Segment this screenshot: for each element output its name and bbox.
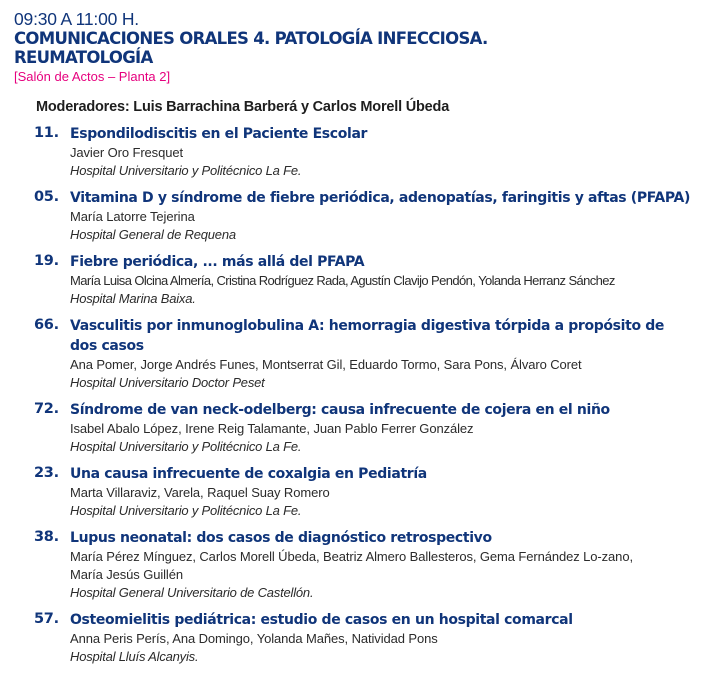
item-authors: Ana Pomer, Jorge Andrés Funes, Montserrat Gil, Eduardo Tormo, Sara Pons, Álvaro Coret [70,357,582,372]
item-title: Lupus neonatal: dos casos de diagnóstico retrospectivo [70,530,492,546]
item-authors: María Luisa Olcina Almería, Cristina Rodríguez Rada, Agustín Clavijo Pendón, Yolanda Herranz Sánchez [70,273,615,288]
session-time: 09:30 A 11:00 H. [14,9,139,29]
item-hospital: Hospital Universitario y Politécnico La Fe. [70,163,302,178]
item-authors: Marta Villaraviz, Varela, Raquel Suay Romero [70,485,330,500]
item-number: 57. [34,611,59,627]
item-hospital: Hospital Universitario Doctor Peset [70,375,265,390]
item-number: 19. [34,253,59,269]
session-moderators: Moderadores: Luis Barrachina Barberá y Carlos Morell Úbeda [36,99,450,115]
item-hospital: Hospital Universitario y Politécnico La Fe. [70,503,302,518]
item-title: Fiebre periódica, ... más allá del PFAPA [70,254,365,270]
item-title: Vitamina D y síndrome de fiebre periódica, adenopatías, faringitis y aftas (PFAPA) [70,190,691,206]
item-authors: María Latorre Tejerina [70,209,195,224]
list-item [34,124,694,180]
item-hospital: Hospital Marina Baixa. [70,291,196,306]
item-authors: María Pérez Mínguez, Carlos Morell Úbeda, Beatriz Almero Ballesteros, Gema Fernández Lo-zano, María Jesús Guillén [70,549,633,582]
list-item [34,610,694,666]
item-hospital: Hospital Lluís Alcanyis. [70,649,199,664]
item-number: 38. [34,529,59,545]
item-number: 66. [34,317,59,333]
item-authors: Isabel Abalo López, Irene Reig Talamante, Juan Pablo Ferrer González [70,421,474,436]
list-item [34,188,694,244]
list-item [34,316,694,392]
item-number: 72. [34,401,59,417]
item-number: 05. [34,189,59,205]
item-authors: Javier Oro Fresquet [70,145,183,160]
item-title: Osteomielitis pediátrica: estudio de casos en un hospital comarcal [70,612,573,628]
item-title: Síndrome de van neck-odelberg: causa infrecuente de cojera en el niño [70,402,610,418]
session-room: [Salón de Actos – Planta 2] [14,69,171,84]
communications-list [34,124,694,666]
item-title: Una causa infrecuente de coxalgia en Pediatría [70,466,427,482]
item-hospital: Hospital General Universitario de Castellón. [70,585,314,600]
item-title: Espondilodiscitis en el Paciente Escolar [70,126,368,142]
item-hospital: Hospital General de Requena [70,227,236,242]
item-title: Vasculitis por inmunoglobulina A: hemorragia digestiva tórpida a propósito de dos casos [70,318,665,354]
list-item [34,464,694,520]
list-item [34,400,694,456]
list-item [34,528,694,602]
item-authors: Anna Peris Perís, Ana Domingo, Yolanda Mañes, Natividad Pons [70,631,438,646]
item-number: 11. [34,125,59,141]
item-number: 23. [34,465,59,481]
list-item [34,252,694,308]
session-title: COMUNICACIONES ORALES 4. PATOLOGÍA INFECCIOSA. REUMATOLOGÍA [14,29,488,67]
session-block [14,9,694,674]
item-hospital: Hospital Universitario y Politécnico La Fe. [70,439,302,454]
